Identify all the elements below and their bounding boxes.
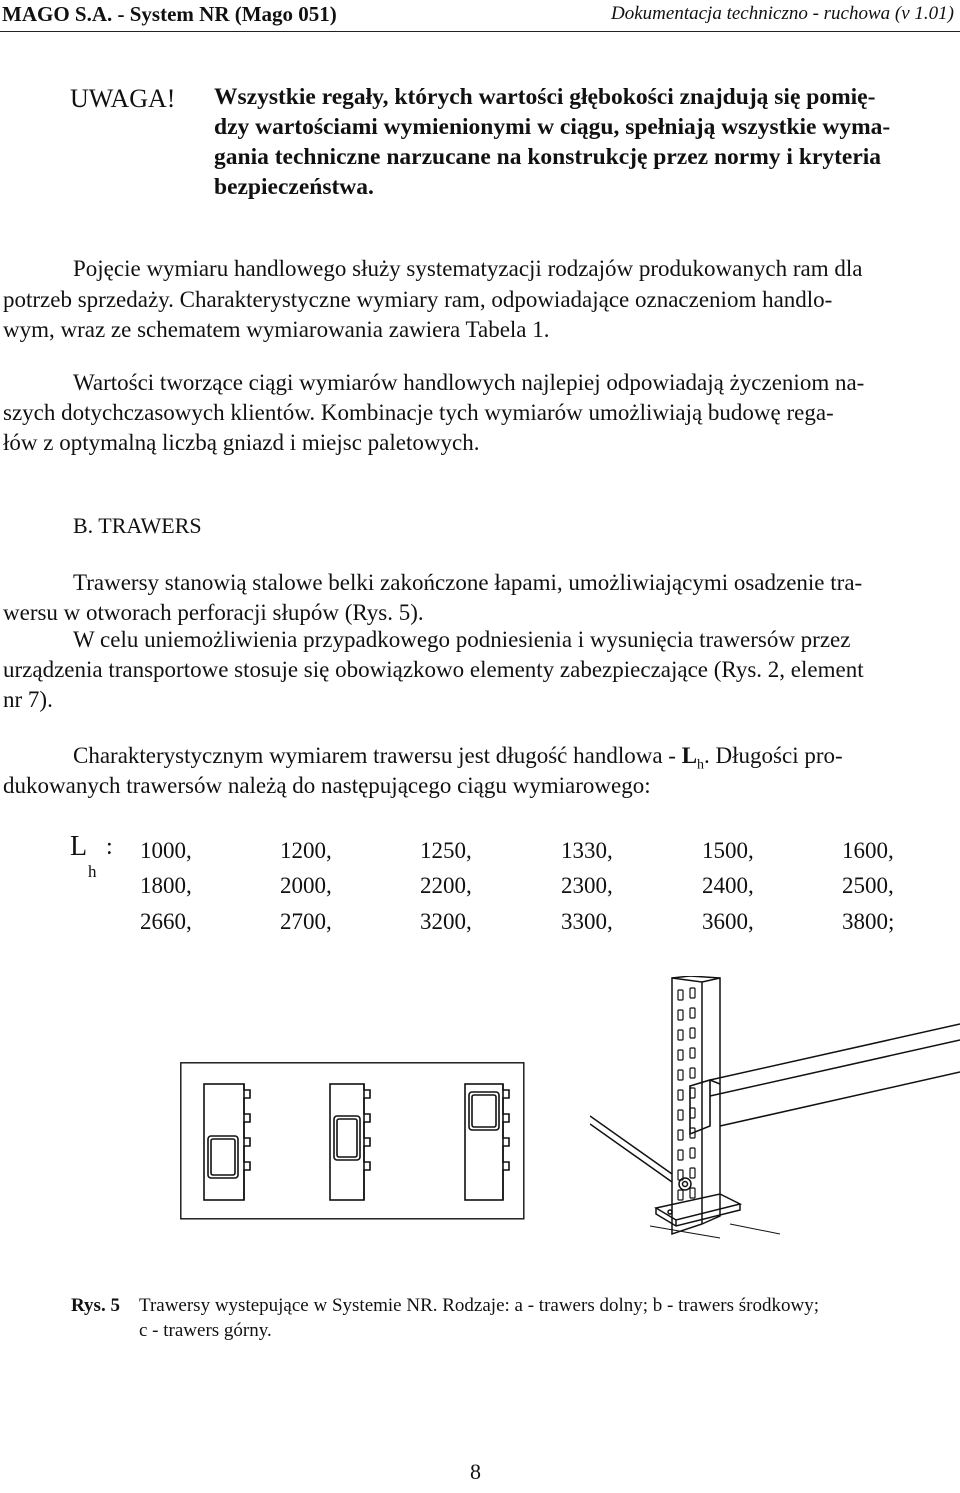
beam-types-figure <box>180 1062 525 1220</box>
base-plate <box>656 1194 740 1226</box>
length-value: 3600, <box>702 909 754 934</box>
para5-line1 <box>73 743 843 774</box>
lh-colon: : <box>106 834 113 860</box>
length-value: 2700, <box>280 909 332 934</box>
beam <box>710 1024 960 1126</box>
para3-line: wersu w otworach perforacji słupów (Rys. 5). <box>3 600 424 625</box>
length-value: 3200, <box>420 909 472 934</box>
length-value: 3800; <box>842 909 895 934</box>
caption-line: Trawersy wystepujące w Systemie NR. Rodzaje: a - trawers dolny; b - trawers środkowy; <box>139 1295 819 1316</box>
length-value: 2500, <box>842 873 894 898</box>
caption-line: c - trawers górny. <box>139 1320 272 1341</box>
para2-line: Wartości tworzące ciągi wymiarów handlowych najlepiej odpowiadają życzeniom na- <box>73 370 865 395</box>
para1-line: wym, wraz ze schematem wymiarowania zawiera Tabela 1. <box>3 317 550 342</box>
para1-line: potrzeb sprzedaży. Charakterystyczne wymiary ram, odpowiadające oznaczeniom handlo- <box>3 287 833 312</box>
para2-line: szych dotychczasowych klientów. Kombinacje tych wymiarów umożliwiają budowę rega- <box>3 400 834 425</box>
para5-line2: dukowanych trawersów należą do następującego ciągu wymiarowego: <box>3 773 651 798</box>
para4-line: W celu uniemożliwienia przypadkowego podniesienia i wysunięcia trawersów przez <box>73 627 851 652</box>
warning-line: dzy wartościami wymienionymi w ciągu, spełniają wszystkie wyma- <box>214 114 891 140</box>
upright-beam-figure <box>590 976 960 1240</box>
warning-line: bezpieczeństwa. <box>214 174 374 200</box>
header-left: MAGO S.A. - System NR (Mago 051) <box>2 2 337 26</box>
length-value: 2200, <box>420 873 472 898</box>
page-number: 8 <box>470 1459 481 1484</box>
beam-end-middle <box>330 1084 370 1200</box>
lh-symbol: L <box>70 831 88 862</box>
length-value: 1250, <box>420 838 472 863</box>
section-title: B. TRAWERS <box>73 513 202 538</box>
length-value: 2300, <box>561 873 613 898</box>
para2-line: łów z optymalną liczbą gniazd i miejsc paletowych. <box>3 430 480 455</box>
lh-symbol-inline: L <box>681 743 698 768</box>
beam-end-lower <box>204 1084 250 1200</box>
length-value: 2400, <box>702 873 754 898</box>
length-value: 1800, <box>140 873 192 898</box>
para4-line: nr 7). <box>3 687 53 712</box>
warning-line: gania techniczne narzucane na konstrukcję przez normy i kryteria <box>214 144 882 170</box>
length-value: 3300, <box>561 909 613 934</box>
length-value: 1330, <box>561 838 613 863</box>
length-value: 2000, <box>280 873 332 898</box>
caption-label: Rys. 5 <box>71 1295 120 1316</box>
para1-line: Pojęcie wymiaru handlowego służy systematyzacji rodzajów produkowanych ram dla <box>73 256 863 281</box>
para4-line: urządzenia transportowe stosuje się obowiązkowo elementy zabezpieczające (Rys. 2, element <box>3 657 864 682</box>
header-divider <box>0 31 960 32</box>
lh-sub-inline: h <box>697 757 705 773</box>
warning-label: UWAGA! <box>70 84 176 113</box>
warning-line: Wszystkie regały, których wartości głębokości znajdują się pomię- <box>214 84 876 110</box>
length-value: 1000, <box>140 838 192 863</box>
length-value: 1200, <box>280 838 332 863</box>
para5-text: Charakterystycznym wymiarem trawersu jest długość handlowa - <box>73 743 682 768</box>
lh-subscript: h <box>88 862 97 881</box>
length-value: 2660, <box>140 909 192 934</box>
para5-text: . Długości pro- <box>704 743 843 768</box>
length-value: 1600, <box>842 838 894 863</box>
length-value: 1500, <box>702 838 754 863</box>
beam-end-upper <box>465 1084 509 1200</box>
header-right: Dokumentacja techniczno - ruchowa (v 1.01) <box>611 3 954 24</box>
para3-line: Trawersy stanowią stalowe belki zakończone łapami, umożliwiającymi osadzenie tra- <box>73 570 863 595</box>
